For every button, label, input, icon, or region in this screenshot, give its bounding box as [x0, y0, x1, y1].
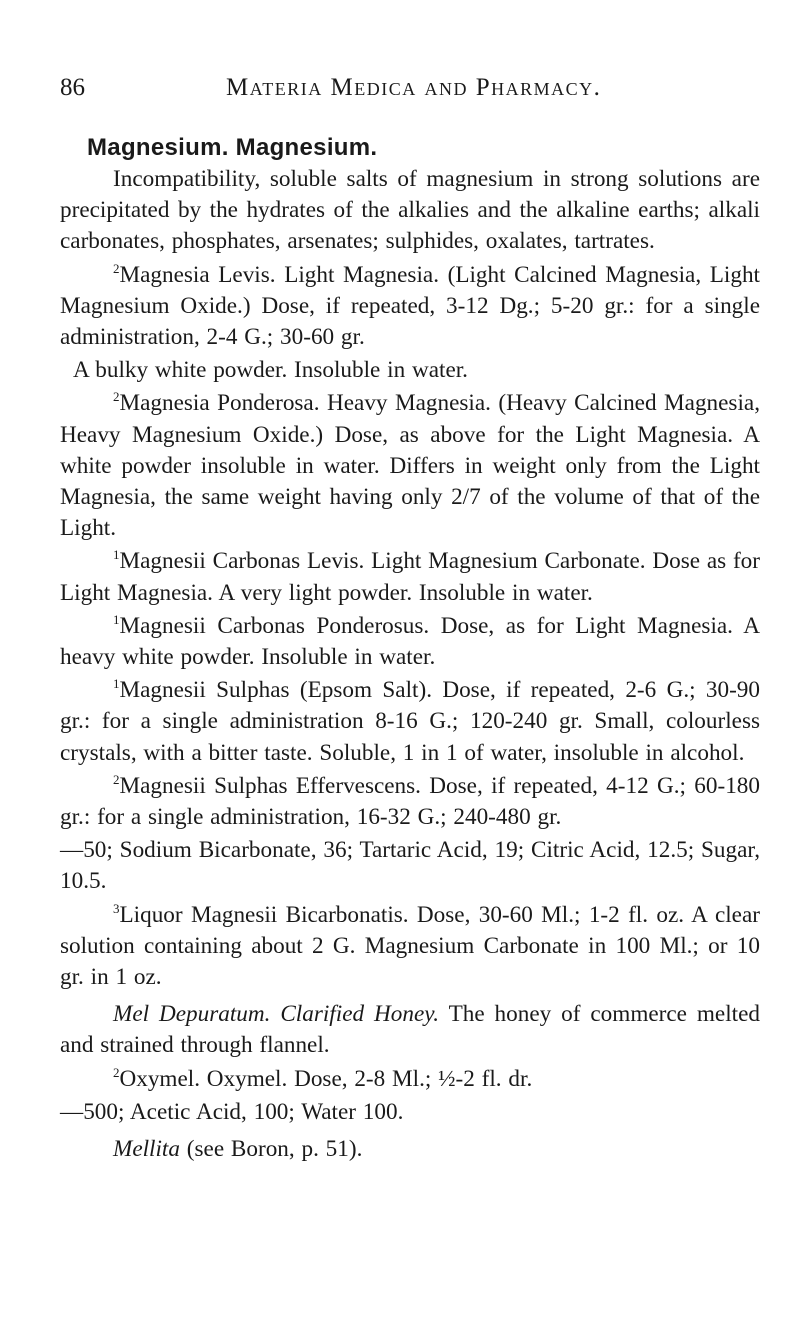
effervescens-formula-text: —50; Sodium Bicarbonate, 36; Tartaric Acid, 19; Citric Acid, 12.5; Sugar, 10.5. [60, 837, 760, 895]
page-number: 86 [60, 74, 85, 101]
magnesia-ponderosa-text: Magnesia Ponderosa. Heavy Magnesia. (Heavy Calcined Magnesia, Heavy Magnesium Oxide.) Dose, as above for the Light Magnesia. A white powder insoluble in water. Differs in weight only from the Light Magnesia, the same weight having only 2/7 of the volume of that of the Light. [60, 390, 760, 542]
carbonas-levis-text: Magnesii Carbonas Levis. Light Magnesium Carbonate. Dose as for Light Magnesia. A very light powder. Insoluble in water. [60, 548, 760, 606]
paragraph-liquor [60, 900, 760, 994]
incompatibility-text: Incompatibility, soluble salts of magnesium in strong solutions are precipitated by the hydrates of the alkalies and the alkaline earths; alkali carbonates, phosphates, arsenates; sulphides, oxalates, tartrates. [60, 166, 760, 255]
mellita-title: Mellita [113, 1136, 180, 1163]
sulphas-text: Magnesii Sulphas (Epsom Salt). Dose, if repeated, 2-6 G.; 30-90 gr.: for a single administration 8-16 G.; 120-240 gr. Small, colourless crystals, with a bitter taste. Soluble, 1 in 1 of water, insoluble in alcohol. [60, 677, 760, 766]
paragraph-oxymel-formula [60, 1097, 760, 1128]
footnote-marker: 2 [113, 389, 120, 405]
mel-depuratum-title: Mel Depuratum. Clarified Honey. [113, 1001, 440, 1028]
mellita-text: (see Boron, p. 51). [186, 1136, 363, 1163]
paragraph-sulphas [60, 675, 760, 769]
paragraph-mel-depuratum [60, 999, 760, 1061]
paragraph-magnesia-levis-desc [60, 355, 760, 386]
oxymel-formula-text: —500; Acetic Acid, 100; Water 100. [60, 1098, 404, 1125]
mel-depuratum-text: The honey of commerce melted and strained through flannel. [60, 1001, 760, 1059]
footnote-marker: 2 [113, 1064, 120, 1080]
section-heading: Magnesium. Magnesium. [87, 134, 378, 161]
paragraph-oxymel [60, 1064, 760, 1095]
running-head [60, 60, 760, 108]
magnesia-levis-text: Magnesia Levis. Light Magnesia. (Light Calcined Magnesia, Light Magnesium Oxide.) Dose, if repeated, 3-12 Dg.; 5-20 gr.: for a single administration, 2-4 G.; 30-60 gr. [60, 261, 760, 351]
sulphas-effervescens-text: Magnesii Sulphas Effervescens. Dose, if repeated, 4-12 G.; 60-180 gr.: for a single administration, 16-32 G.; 240-480 gr. [60, 772, 760, 831]
footnote-marker: 1 [113, 547, 120, 563]
paragraph-carbonas-ponderosus [60, 611, 760, 673]
paragraph-magnesia-ponderosa [60, 388, 760, 544]
paragraph-sulphas-effervescens [60, 771, 760, 833]
footnote-marker: 2 [113, 771, 120, 787]
paragraph-magnesia-levis [60, 260, 760, 354]
footnote-marker: 1 [113, 676, 120, 692]
paragraph-mellita [60, 1134, 760, 1165]
footnote-marker: 3 [113, 900, 120, 916]
oxymel-text: Oxymel. Oxymel. Dose, 2-8 Ml.; ½-2 fl. dr. [119, 1065, 533, 1092]
footnote-marker: 1 [113, 611, 120, 627]
running-title: Materia Medica and Pharmacy. [226, 74, 602, 101]
liquor-text: Liquor Magnesii Bicarbonatis. Dose, 30-60 Ml.; 1-2 fl. oz. A clear solution containing about 2 G. Magnesium Carbonate in 100 Ml.; or 10 gr. in 1 oz. [60, 901, 760, 991]
paragraph-carbonas-levis [60, 546, 760, 608]
carbonas-ponderosus-text: Magnesii Carbonas Ponderosus. Dose, as for Light Magnesia. A heavy white powder. Insoluble in water. [60, 612, 760, 671]
paragraph-incompatibility [60, 164, 760, 258]
paragraph-effervescens-formula [60, 835, 760, 897]
footnote-marker: 2 [113, 260, 120, 276]
magnesia-levis-desc-text: A bulky white powder. Insoluble in water. [73, 357, 468, 384]
page [60, 60, 760, 1165]
